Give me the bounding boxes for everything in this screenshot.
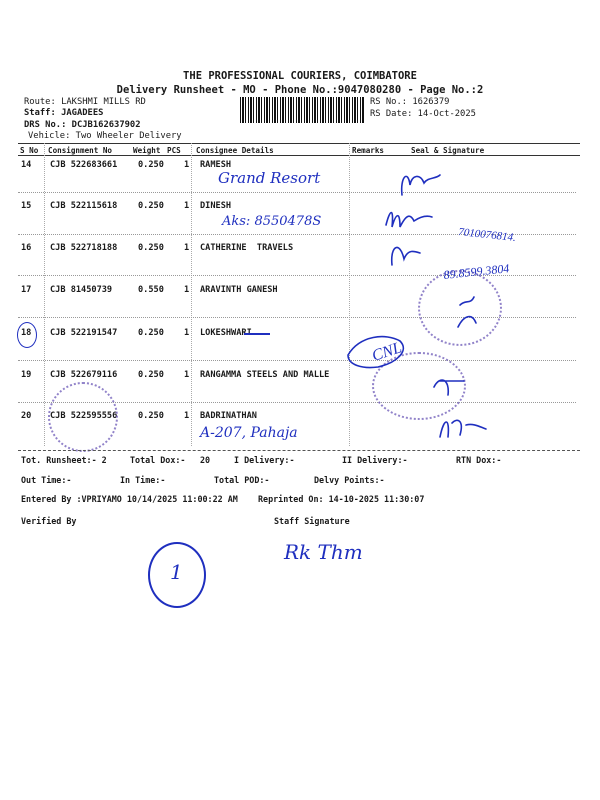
row-consignment: CJB 81450739: [50, 285, 113, 295]
total-pod: Total POD:-: [214, 475, 270, 485]
row-weight: 0.250: [138, 243, 164, 253]
col-divider: [44, 143, 45, 446]
drs-number: DRS No.: DCJB162637902: [24, 120, 141, 130]
row-consignment: CJB 522191547: [50, 328, 118, 338]
remarks-cnl: CNL: [369, 339, 405, 365]
row-weight: 0.250: [138, 328, 164, 338]
circled-number: 1: [170, 560, 183, 584]
company-title: THE PROFESSIONAL COURIERS, COIMBATORE: [183, 70, 417, 82]
row-consignment: CJB 522595556: [50, 411, 118, 421]
row-weight: 0.250: [138, 201, 164, 211]
col-seal-signature: Seal & Signature: [411, 146, 485, 155]
table-top-rule: [18, 143, 580, 144]
col-divider: [191, 143, 192, 446]
row-pcs: 1: [184, 201, 190, 211]
row-consignee: LOKESHWARI: [200, 328, 252, 338]
row-consignment: CJB 522718188: [50, 243, 118, 253]
row-sno: 16: [21, 243, 32, 253]
row-pcs: 1: [184, 370, 190, 380]
col-weight: Weight: [133, 146, 161, 155]
col-consignee: Consignee Details: [196, 146, 274, 155]
col-consignment: Consignment No: [48, 146, 113, 155]
row-pcs: 1: [184, 243, 190, 253]
row-consignment: CJB 522115618: [50, 201, 118, 211]
totals-rule: [18, 450, 580, 451]
total-dox: Total Dox:-: [130, 455, 186, 465]
rs-number: RS No.: 1626379: [370, 97, 450, 107]
route-label: Route: LAKSHMI MILLS RD: [24, 97, 146, 107]
row-sno: 17: [21, 285, 32, 295]
handwritten-note: A-207, Pahaja: [200, 425, 298, 441]
col-remarks: Remarks: [352, 146, 385, 155]
tot-runsheet: Tot. Runsheet:- 2: [21, 455, 107, 465]
seal-stamp: [48, 382, 118, 452]
handwritten-note: Grand Resort: [218, 169, 321, 187]
entered-by: Entered By :VPRIYAMO 10/14/2025 11:00:22 AM: [21, 494, 238, 504]
staff-signature-label: Staff Signature: [274, 516, 350, 526]
vehicle-label: Vehicle: Two Wheeler Delivery: [28, 131, 182, 141]
row-weight: 0.250: [138, 370, 164, 380]
row-pcs: 1: [184, 328, 190, 338]
strikethrough-mark: [244, 333, 270, 335]
row-consignee: ARAVINTH GANESH: [200, 285, 278, 295]
runsheet-subtitle: Delivery Runsheet - MO - Phone No.:9047080280 - Page No.:2: [116, 84, 484, 96]
staff-signature-handwritten: Rk Thm: [284, 540, 363, 564]
delvy-points: Delvy Points:-: [314, 475, 385, 485]
row-consignee: DINESH: [200, 201, 232, 211]
row-consignee: RAMESH: [200, 160, 232, 170]
signatures-drawing: [340, 155, 570, 450]
phone-note: 7010076814.: [457, 226, 517, 245]
row-sno: 19: [21, 370, 32, 380]
row-pcs: 1: [184, 160, 190, 170]
ii-delivery: II Delivery:-: [342, 455, 408, 465]
col-sno: S No: [20, 146, 39, 155]
handwritten-note: Aks: 8550478S: [222, 214, 322, 229]
phone-note: 89.8599.3804: [442, 261, 510, 282]
rs-date: RS Date: 14-Oct-2025: [370, 109, 476, 119]
barcode-image: [240, 97, 365, 123]
row-consignee: RANGAMMA STEELS AND MALLE: [200, 370, 330, 380]
staff-label: Staff: JAGADEES: [24, 108, 104, 118]
row-weight: 0.250: [138, 411, 164, 421]
row-weight: 0.250: [138, 160, 164, 170]
rtn-dox: RTN Dox:-: [456, 455, 502, 465]
row-sno: 20: [21, 411, 32, 421]
col-pcs: PCS: [167, 146, 181, 155]
row-consignee: CATHERINE TRAVELS: [200, 243, 294, 253]
verified-by: Verified By: [21, 516, 77, 526]
row-sno: 15: [21, 201, 32, 211]
row-sno: 18: [21, 328, 32, 338]
i-delivery: I Delivery:-: [234, 455, 295, 465]
row-pcs: 1: [184, 285, 190, 295]
reprinted-on: Reprinted On: 14-10-2025 11:30:07: [258, 494, 425, 504]
row-consignment: CJB 522683661: [50, 160, 118, 170]
row-pcs: 1: [184, 411, 190, 421]
row-weight: 0.550: [138, 285, 164, 295]
out-time: Out Time:-: [21, 475, 72, 485]
in-time: In Time:-: [120, 475, 166, 485]
row-sno: 14: [21, 160, 32, 170]
row-consignee: BADRINATHAN: [200, 411, 257, 421]
row-consignment: CJB 522679116: [50, 370, 118, 380]
total-dox-value: 20: [200, 455, 211, 465]
